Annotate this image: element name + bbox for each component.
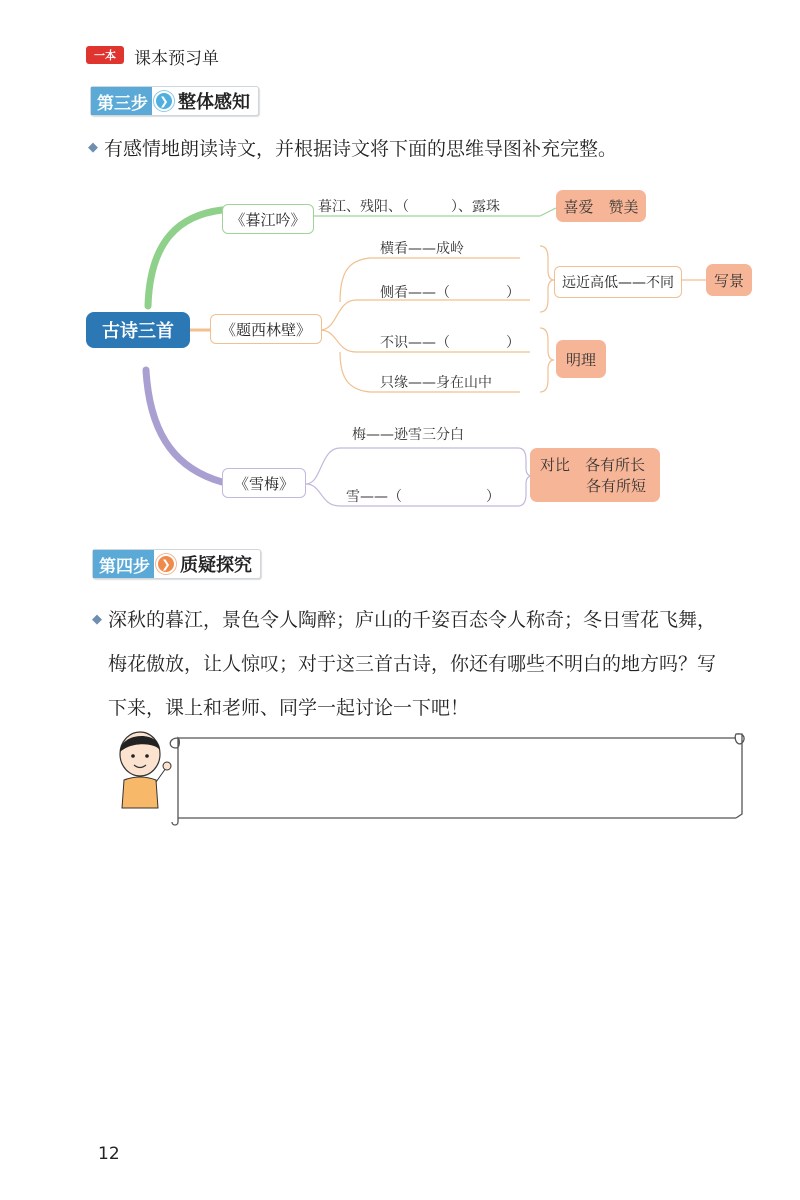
step4-para-line-3: 下来，课上和老师、同学一起讨论一下吧！ [108, 697, 470, 719]
poem3-line-2: 雪——（ ） [346, 489, 500, 505]
step4-para-line-2: 梅花傲放，让人惊叹；对于这三首古诗，你还有哪些不明白的地方吗？写 [108, 653, 717, 675]
poem2-line-4: 只缘——身在山中 [380, 375, 492, 391]
step4-heading [92, 549, 261, 579]
diamond-bullet-icon: ◆ [88, 140, 98, 155]
poem2-line-1: 横看——成岭 [380, 241, 464, 257]
poem2-line-2: 侧看——（ ） [380, 285, 520, 301]
step4-paragraph [92, 598, 772, 730]
poem1-line-text: 暮江、残阳、（ ）、露珠 [318, 199, 500, 215]
poem2-title: 《题西林壁》 [210, 314, 322, 344]
poem2-summary-2: 写景 [706, 264, 752, 296]
mindmap-center: 古诗三首 [86, 312, 190, 348]
poem3-line-1: 梅——逊雪三分白 [352, 427, 464, 443]
diamond-bullet-icon: ◆ [92, 612, 102, 627]
poem2-branch-top [320, 300, 530, 330]
branch-poem3 [146, 370, 222, 482]
chevron-right-icon: ❯ [154, 91, 174, 111]
step4-label: 第四步 [93, 550, 154, 578]
chevron-right-icon: ❯ [156, 554, 176, 574]
step3-instruction-text: 有感情地朗读诗文，并根据诗文将下面的思维导图补充完整。 [104, 138, 618, 160]
poem2-line-3: 不识——（ ） [380, 335, 520, 351]
branch-poem1 [148, 210, 222, 306]
poem1-title: 《暮江吟》 [222, 204, 314, 234]
step4-para-line-1: 深秋的暮江，景色令人陶醉；庐山的千姿百态令人称奇；冬日雪花飞舞， [108, 609, 717, 631]
poem3-branch-top [306, 448, 518, 484]
poem3-summary-a: 对比 各有所长 [540, 456, 646, 474]
poem1-feeling: 喜爱 赞美 [556, 190, 646, 222]
poem3-summary [530, 448, 660, 502]
step3-label: 第三步 [91, 87, 152, 115]
step3-name: 整体感知 [178, 92, 250, 113]
step4-name: 质疑探究 [180, 555, 252, 576]
poem2-brace-bottom [540, 328, 554, 392]
poem3-title: 《雪梅》 [222, 468, 306, 498]
poem3-summary-b: 各有所短 [586, 477, 647, 495]
header-title: 课本预习单 [134, 49, 219, 69]
page-number: 12 [98, 1144, 120, 1164]
poem2-summary-3: 明理 [556, 340, 606, 378]
answer-scroll[interactable] [164, 726, 750, 830]
poem2-brace-top [540, 246, 554, 312]
poem2-summary-1: 远近高低——不同 [554, 266, 682, 298]
header-badge: 一本 [86, 46, 124, 64]
